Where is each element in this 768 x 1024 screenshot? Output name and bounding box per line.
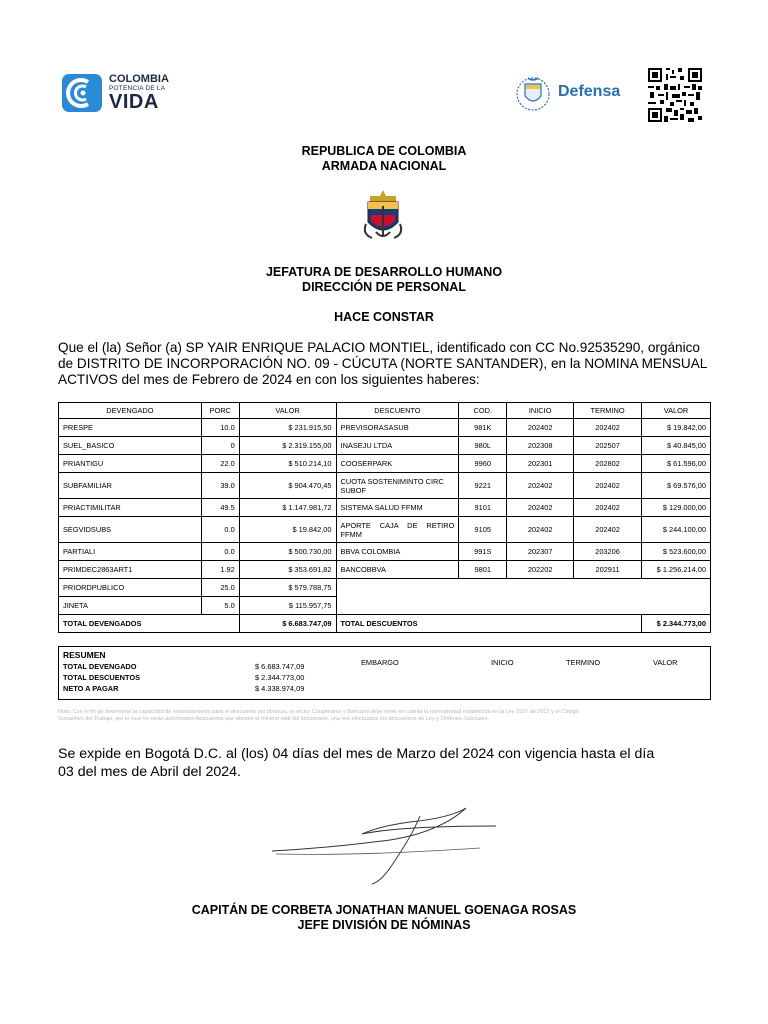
legal-note-line-1: Nota: Con el fin de determinar la capacidad de endeudamiento para el descuento por libranza, el sector Cooperativo y Bancario debe tener en cuenta la normatividad establecida en la Ley 1527 de 2012 y el Código <box>58 709 579 715</box>
cell-descuento: BANCOBBVA <box>336 561 459 579</box>
header-inicio: INICIO <box>507 403 574 419</box>
resumen-value-descuentos: $ 2.344.773,00 <box>255 673 305 682</box>
cell-devengado: PRIACTIMILITAR <box>59 499 202 517</box>
total-descuentos-value: $ 2.344.773,00 <box>641 615 710 633</box>
cell-valor: $ 2.319.155,00 <box>239 437 336 455</box>
cell-valor: $ 19.842,00 <box>239 517 336 543</box>
cell-cod: 9101 <box>459 499 507 517</box>
cell-inicio: 202307 <box>507 543 574 561</box>
table-row <box>59 561 711 579</box>
resumen-header-inicio: INICIO <box>491 658 514 667</box>
cell-descuento: COOSERPARK <box>336 455 459 473</box>
cell-valor: $ 500.730,00 <box>239 543 336 561</box>
cell-termino: 202507 <box>574 437 642 455</box>
cell-valor: $ 579.788,75 <box>239 579 336 597</box>
logo-text-potencia: POTENCIA DE LA <box>109 85 166 92</box>
table-row <box>59 455 711 473</box>
logo-text-vida: VIDA <box>109 91 159 113</box>
defensa-logo <box>514 74 632 114</box>
cell-dvalor: $ 40.845,00 <box>641 437 710 455</box>
payroll-table <box>58 402 711 633</box>
cell-descuento: BBVA COLOMBIA <box>336 543 459 561</box>
empty-discount-cell <box>336 579 710 597</box>
cell-dvalor: $ 61.596,00 <box>641 455 710 473</box>
total-devengados-value: $ 6.683.747,09 <box>239 615 336 633</box>
cell-valor: $ 904.470,45 <box>239 473 336 499</box>
cell-descuento: CUOTA SOSTENIMINTO CIRC SUBOF <box>336 473 459 499</box>
table-row <box>59 499 711 517</box>
cell-cod: 9801 <box>459 561 507 579</box>
legal-note-line-2: Sustantivo del Trabajo, por lo cual no serán autorizados descuentos que afecten el mínimo vital del funcionario, una vez efectuados los descuentos de Ley y Órdenes Judiciales. <box>58 716 489 722</box>
cell-valor: $ 510.214,10 <box>239 455 336 473</box>
cell-inicio: 202202 <box>507 561 574 579</box>
cell-devengado: SEGVIDSUBS <box>59 517 202 543</box>
issue-line-1: Se expide en Bogotá D.C. al (los) 04 días del mes de Marzo del 2024 con vigencia hasta el día <box>58 746 655 762</box>
department-line-2: DIRECCIÓN DE PERSONAL <box>302 280 466 294</box>
resumen-header-termino: TERMINO <box>566 658 601 667</box>
cell-inicio: 202402 <box>507 517 574 543</box>
qr-code-icon <box>648 68 702 122</box>
signer-role: JEFE DIVISIÓN DE NÓMINAS <box>297 918 471 932</box>
cell-devengado: JINETA <box>59 597 202 615</box>
total-descuentos-label: TOTAL DESCUENTOS <box>336 615 641 633</box>
cell-descuento: APORTE CAJA DE RETIRO FFMM <box>336 517 459 543</box>
cell-porc: 39.0 <box>201 473 239 499</box>
colombia-potencia-vida-logo <box>62 72 174 116</box>
cell-termino: 202402 <box>574 499 642 517</box>
table-row <box>59 419 711 437</box>
header-valor-descuento: VALOR <box>641 403 710 419</box>
cell-porc: 10.0 <box>201 419 239 437</box>
colombia-logo-icon <box>62 74 106 114</box>
cell-cod: 980L <box>459 437 507 455</box>
cell-termino: 203206 <box>574 543 642 561</box>
cell-valor: $ 231.915,50 <box>239 419 336 437</box>
header-valor: VALOR <box>239 403 336 419</box>
cell-dvalor: $ 129.000,00 <box>641 499 710 517</box>
doc-title: HACE CONSTAR <box>334 310 434 324</box>
cell-valor: $ 115.957,75 <box>239 597 336 615</box>
institution-line-1: REPUBLICA DE COLOMBIA <box>301 144 467 158</box>
resumen-header-embargo: EMBARGO <box>361 658 399 667</box>
signature-icon <box>270 796 500 886</box>
cell-cod: 9960 <box>459 455 507 473</box>
table-header-row <box>59 403 711 419</box>
resumen-header-valor: VALOR <box>653 658 678 667</box>
totals-row <box>59 615 711 633</box>
cell-cod: 991S <box>459 543 507 561</box>
cell-inicio: 202308 <box>507 437 574 455</box>
cell-termino: 202402 <box>574 517 642 543</box>
resumen-label-descuentos: TOTAL DESCUENTOS <box>63 673 141 682</box>
cell-devengado: PRIMDEC2863ART1 <box>59 561 202 579</box>
issue-line-2: 03 del mes de Abril del 2024. <box>58 764 241 780</box>
cell-inicio: 202301 <box>507 455 574 473</box>
header-porc: PORC <box>201 403 239 419</box>
cell-porc: 0.0 <box>201 517 239 543</box>
coat-of-arms-icon <box>514 74 552 114</box>
header-devengado: DEVENGADO <box>59 403 202 419</box>
cell-descuento: INASEJU LTDA <box>336 437 459 455</box>
department-line-1: JEFATURA DE DESARROLLO HUMANO <box>265 265 503 279</box>
cell-devengado: SUBFAMILIAR <box>59 473 202 499</box>
cell-descuento: PREVISORASASUB <box>336 419 459 437</box>
total-devengados-label: TOTAL DEVENGADOS <box>59 615 240 633</box>
cell-porc: 0 <box>201 437 239 455</box>
header-descuento: DESCUENTO <box>336 403 459 419</box>
resumen-label-neto: NETO A PAGAR <box>63 684 119 693</box>
header-cod: COD. <box>459 403 507 419</box>
cell-valor: $ 353.691,82 <box>239 561 336 579</box>
cell-descuento: SISTEMA SALUD FFMM <box>336 499 459 517</box>
cell-porc: 25.0 <box>201 579 239 597</box>
resumen-title: RESUMEN <box>63 650 106 660</box>
resumen-value-devengado: $ 6.683.747,09 <box>255 662 305 671</box>
cell-termino: 202802 <box>574 455 642 473</box>
cell-inicio: 202402 <box>507 499 574 517</box>
cell-dvalor: $ 523.600,00 <box>641 543 710 561</box>
table-row <box>59 543 711 561</box>
cell-dvalor: $ 1.256.214,00 <box>641 561 710 579</box>
table-row <box>59 579 711 597</box>
intro-paragraph <box>58 340 713 388</box>
table-row <box>59 517 711 543</box>
cell-termino: 202402 <box>574 473 642 499</box>
cell-porc: 22.0 <box>201 455 239 473</box>
cell-termino: 202402 <box>574 419 642 437</box>
cell-devengado: PRIANTIGU <box>59 455 202 473</box>
cell-dvalor: $ 69.576,00 <box>641 473 710 499</box>
intro-line-2: de DISTRITO DE INCORPORACIÓN NO. 09 - CÚCUTA (NORTE SANTANDER), en la NOMINA MENSUAL <box>58 356 708 371</box>
cell-cod: 9105 <box>459 517 507 543</box>
table-row <box>59 437 711 455</box>
cell-devengado: SUEL_BASICO <box>59 437 202 455</box>
resumen-box <box>58 646 711 700</box>
table-row <box>59 473 711 499</box>
header-termino: TERMINO <box>574 403 642 419</box>
logo-text-colombia: COLOMBIA <box>109 73 169 85</box>
institution-line-2: ARMADA NACIONAL <box>321 159 447 173</box>
cell-inicio: 202402 <box>507 419 574 437</box>
resumen-value-neto: $ 4.338.974,09 <box>255 684 305 693</box>
empty-discount-cell <box>336 597 710 615</box>
issue-paragraph <box>58 745 713 781</box>
cell-porc: 5.0 <box>201 597 239 615</box>
navy-crest-icon <box>358 188 408 246</box>
cell-cod: 981K <box>459 419 507 437</box>
resumen-label-devengado: TOTAL DEVENGADO <box>63 662 137 671</box>
defensa-text: Defensa <box>558 83 621 100</box>
signer-name: CAPITÁN DE CORBETA JONATHAN MANUEL GOENAGA ROSAS <box>191 903 577 917</box>
cell-devengado: PRIORDPUBLICO <box>59 579 202 597</box>
cell-porc: 1.92 <box>201 561 239 579</box>
cell-dvalor: $ 19.842,00 <box>641 419 710 437</box>
cell-termino: 202911 <box>574 561 642 579</box>
intro-line-1: Que el (la) Señor (a) SP YAIR ENRIQUE PALACIO MONTIEL, identificado con CC No.92535290, orgánico <box>58 340 700 355</box>
cell-inicio: 202402 <box>507 473 574 499</box>
cell-devengado: PRESPE <box>59 419 202 437</box>
intro-line-3: ACTIVOS del mes de Febrero de 2024 en con los siguientes haberes: <box>58 372 480 387</box>
table-row <box>59 597 711 615</box>
cell-cod: 9221 <box>459 473 507 499</box>
cell-porc: 0.0 <box>201 543 239 561</box>
cell-dvalor: $ 244.100,00 <box>641 517 710 543</box>
legal-note <box>58 709 713 723</box>
cell-porc: 49.5 <box>201 499 239 517</box>
cell-devengado: PARTIALI <box>59 543 202 561</box>
cell-valor: $ 1.147.981,72 <box>239 499 336 517</box>
